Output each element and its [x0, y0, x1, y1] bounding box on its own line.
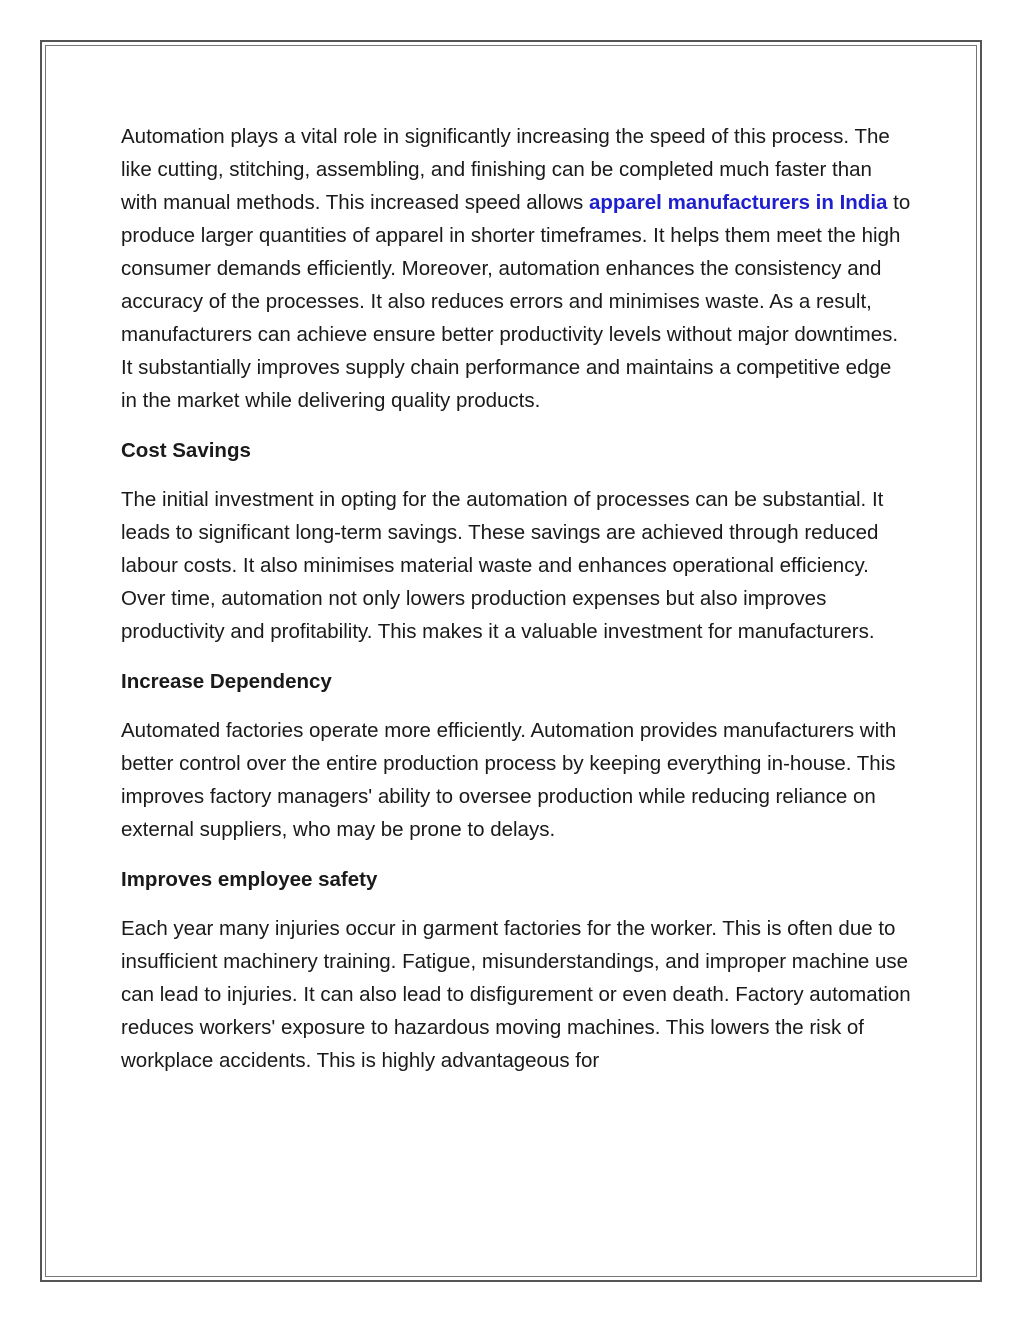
document-content: [121, 120, 911, 1094]
section-body-cost-savings: The initial investment in opting for the automation of processes can be substantial. It leads to significant long-term savings. These savings are achieved through reduced labour costs. It also minimises material waste and enhances operational efficiency. Over time, automation not only lowers production expenses but also improves productivity and profitability. This makes it a valuable investment for manufacturers.: [121, 488, 884, 643]
section-heading-employee-safety: Improves employee safety: [121, 868, 378, 891]
intro-text-after-link: to produce larger quantities of apparel in shorter timeframes. It helps them meet the high consumer demands efficiently. Moreover, automation enhances the consistency and accuracy of the processes. It also reduces errors and minimises waste. As a result, manufacturers can achieve ensure better productivity levels without major downtimes. It substantially improves supply chain performance and maintains a competitive edge in the market while delivering quality products.: [121, 191, 911, 412]
intro-paragraph: [121, 120, 911, 417]
section-heading-increase-dependency: Increase Dependency: [121, 670, 332, 693]
section-heading-cost-savings: Cost Savings: [121, 439, 251, 462]
apparel-manufacturers-link[interactable]: apparel manufacturers in India: [588, 191, 888, 214]
section-body-increase-dependency: Automated factories operate more efficiently. Automation provides manufacturers with better control over the entire production process by keeping everything in-house. This improves factory managers' ability to oversee production while reducing reliance on external suppliers, who may be prone to delays.: [121, 719, 897, 841]
intro-text-before-link: Automation plays a vital role in significantly increasing the speed of this process. The like cutting, stitching, assembling, and finishing can be completed much faster than with manual methods. This increased speed allows: [121, 125, 890, 214]
section-body-employee-safety: Each year many injuries occur in garment factories for the worker. This is often due to insufficient machinery training. Fatigue, misunderstandings, and improper machine use can lead to injuries. It can also lead to disfigurement or even death. Factory automation reduces workers' exposure to hazardous moving machines. This lowers the risk of workplace accidents. This is highly advantageous for: [121, 917, 911, 1072]
